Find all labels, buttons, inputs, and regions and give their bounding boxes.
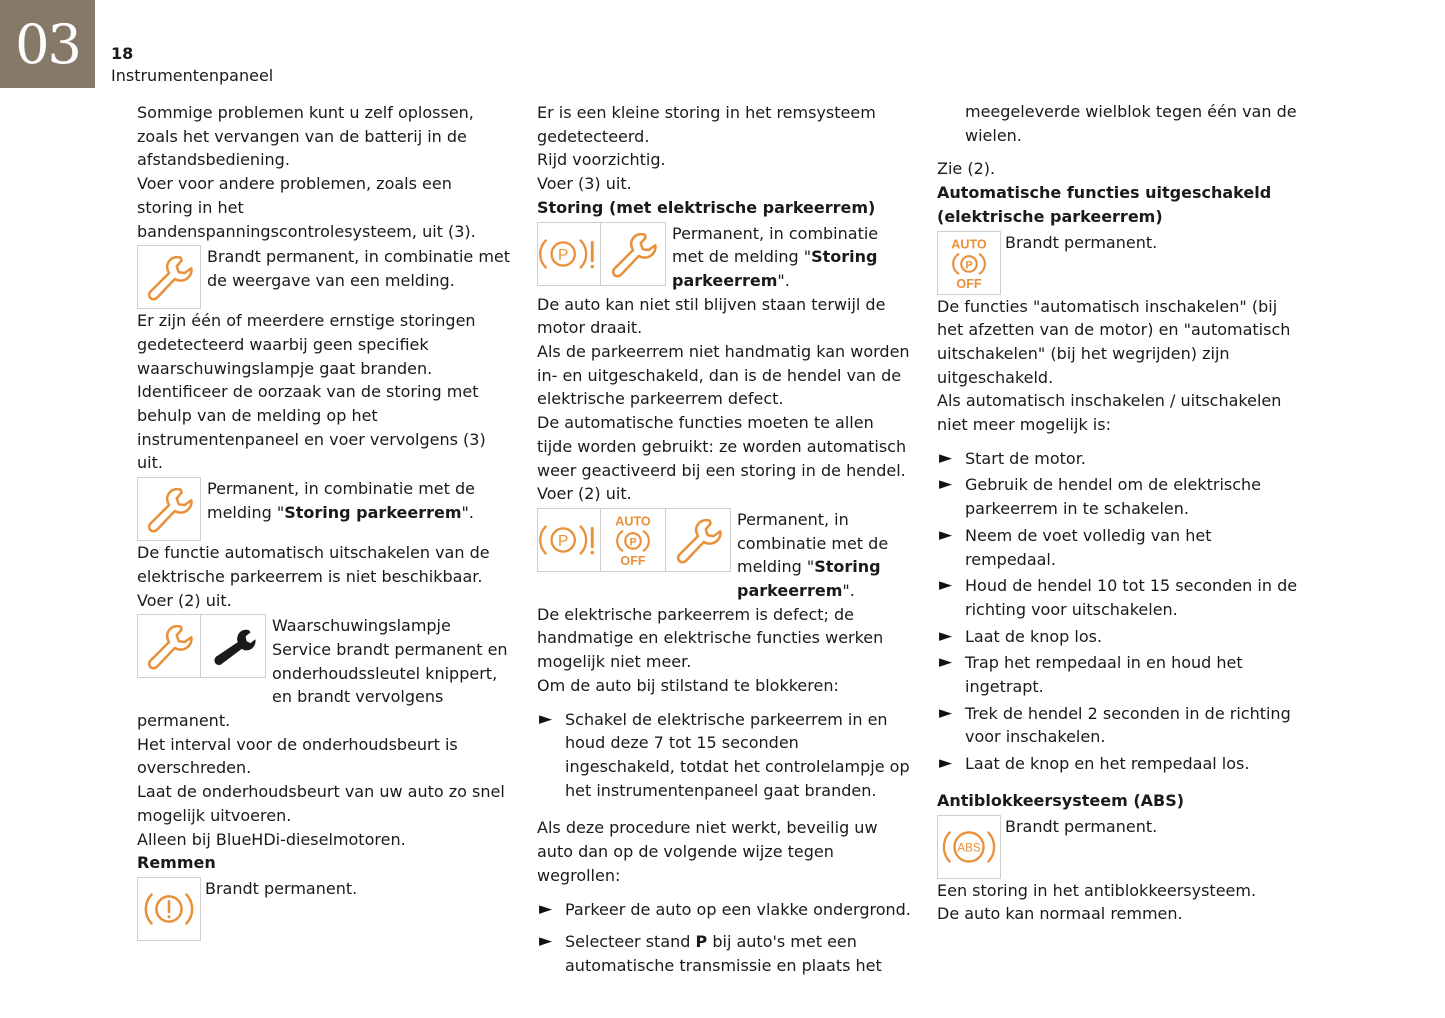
warning-light-row — [137, 614, 512, 709]
list-item — [937, 574, 1307, 621]
wrench-black-icon — [201, 614, 266, 678]
step-list — [537, 898, 912, 978]
warning-light-description — [737, 508, 912, 603]
bullet-arrow-icon: ► — [939, 575, 953, 596]
step-text: bij auto's met een automatische transmissie en plaats het — [565, 932, 882, 975]
warning-light-row — [537, 222, 912, 293]
list-item — [537, 930, 912, 977]
parking-brake-fault-icon — [537, 222, 601, 286]
warning-light-description: Waarschuwingslampje Service brandt permanent en onderhoudssleutel knippert, en brandt vervolgens — [272, 616, 508, 707]
step-text: Parkeer de auto op een vlakke ondergrond. — [565, 899, 911, 919]
list-item — [937, 651, 1307, 698]
text: Permanent, in combinatie met de melding " — [207, 479, 476, 522]
step-text: Houd de hendel 10 tot 15 seconden in de richting voor uitschakelen. — [965, 576, 1298, 619]
paragraph: Rijd voorzichtig. — [537, 150, 666, 170]
column-1 — [137, 101, 512, 941]
gear-position: P — [695, 932, 708, 952]
step-text: Start de motor. — [965, 448, 1086, 468]
list-item — [937, 625, 1307, 649]
bullet-arrow-icon: ► — [939, 753, 953, 774]
bullet-arrow-icon: ► — [539, 898, 553, 919]
subheading-remmen: Remmen — [137, 853, 216, 873]
paragraph: permanent. — [137, 711, 231, 731]
paragraph: Een storing in het antiblokkeersysteem. — [937, 880, 1257, 900]
paragraph: Als deze procedure niet werkt, beveilig uw auto dan op de volgende wijze tegen wegrollen: — [537, 818, 878, 885]
paragraph: Laat de onderhoudsbeurt van uw auto zo snel mogelijk uitvoeren. — [137, 782, 505, 825]
list-item — [937, 524, 1307, 571]
warning-light-description — [672, 222, 912, 293]
wrench-orange-icon — [137, 477, 201, 541]
brake-warning-icon — [137, 877, 201, 941]
paragraph: Voer (3) uit. — [537, 174, 632, 194]
paragraph: Voer (2) uit. — [137, 590, 232, 610]
list-item — [937, 473, 1307, 520]
paragraph: Sommige problemen kunt u zelf oplossen, zoals het vervangen van de batterij in de afstandsbediening. — [137, 103, 474, 170]
warning-light-description: Brandt permanent. — [1005, 232, 1158, 252]
message-name: Storing parkeerrem — [672, 247, 878, 290]
auto-off-parking-icon — [601, 508, 666, 572]
list-item — [537, 898, 912, 922]
warning-light-row — [137, 245, 512, 309]
list-item — [937, 752, 1307, 776]
step-text: Neem de voet volledig van het rempedaal. — [965, 525, 1212, 569]
step-text: Gebruik de hendel om de elektrische parkeerrem in te schakelen. — [965, 475, 1262, 519]
subheading-abs: Antiblokkeersysteem (ABS) — [937, 790, 1185, 810]
text: ". — [842, 581, 855, 601]
message-name: Storing parkeerrem — [284, 502, 462, 522]
warning-light-row — [937, 231, 1307, 295]
paragraph: Zie (2). — [937, 159, 996, 179]
warning-light-row — [137, 877, 512, 941]
auto-off-parking-icon — [937, 231, 1001, 295]
bullet-arrow-icon: ► — [539, 931, 553, 952]
text: ". — [461, 502, 474, 522]
paragraph: De automatische functies moeten te allen tijde worden gebruikt: ze worden automatisch weer geactiveerd bij een storing in de hendel. — [537, 413, 907, 480]
warning-light-description: Brandt permanent. — [1005, 816, 1158, 836]
text: Permanent, in combinatie met de melding " — [737, 509, 889, 577]
wrench-orange-icon — [666, 508, 731, 572]
bullet-arrow-icon: ► — [939, 474, 953, 495]
step-text: Laat de knop en het rempedaal los. — [965, 754, 1250, 774]
paragraph: De functie automatisch uitschakelen van de elektrische parkeerrem is niet beschikbaar. — [137, 543, 490, 586]
step-text: Schakel de elektrische parkeerrem in en houd deze 7 tot 15 seconden ingeschakeld, totdat het controlelampje op het instrumentenpaneel gaat branden. — [565, 709, 910, 800]
paragraph: Als automatisch inschakelen / uitschakelen niet meer mogelijk is: — [937, 391, 1282, 435]
warning-light-row — [137, 477, 512, 541]
paragraph: De elektrische parkeerrem is defect; de handmatige en elektrische functies werken mogelijk niet meer. — [537, 604, 884, 672]
paragraph: Voer voor andere problemen, zoals een storing in het bandenspanningscontrolesysteem, uit (3). — [137, 174, 476, 241]
wrench-orange-icon — [137, 614, 201, 678]
warning-light-description: Brandt permanent. — [205, 878, 358, 898]
warning-light-row — [537, 508, 912, 603]
step-text: Trap het rempedaal in en houd het ingetrapt. — [965, 653, 1243, 697]
text: Permanent, in combinatie met de melding " — [672, 223, 879, 267]
wrench-orange-icon — [137, 245, 201, 309]
wrench-orange-icon — [601, 222, 666, 286]
paragraph: Identificeer de oorzaak van de storing met behulp van de melding op het instrumentenpaneel en voer vervolgens (3) uit. — [137, 382, 486, 473]
bullet-arrow-icon: ► — [939, 652, 953, 673]
subheading-storing: Storing (met elektrische parkeerrem) — [537, 197, 876, 217]
bullet-arrow-icon: ► — [939, 524, 953, 545]
column-2 — [537, 101, 912, 982]
bullet-arrow-icon: ► — [539, 708, 553, 729]
message-name: Storing parkeerrem — [737, 557, 881, 601]
paragraph: De auto kan niet stil blijven staan terwijl de motor draait. — [537, 294, 886, 338]
step-text: Selecteer stand — [565, 932, 696, 952]
list-item — [937, 447, 1307, 471]
section-title: Instrumentenpaneel — [111, 66, 274, 85]
warning-light-description — [207, 477, 512, 524]
list-item — [537, 708, 912, 803]
paragraph-continued: meegeleverde wielblok tegen één van de wielen. — [965, 102, 1297, 145]
paragraph: Als de parkeerrem niet handmatig kan worden in- en uitgeschakeld, dan is de hendel van de elektrische parkeerrem defect. — [537, 342, 910, 409]
subheading-auto-functions: Automatische functies uitgeschakeld (elektrische parkeerrem) — [937, 183, 1272, 226]
paragraph: De functies "automatisch inschakelen" (bij het afzetten van de motor) en "automatisch uitschakelen" (bij het wegrijden) zijn uitgeschakeld. — [937, 296, 1291, 387]
abs-warning-icon — [937, 815, 1001, 879]
step-text: Trek de hendel 2 seconden in de richting voor inschakelen. — [965, 703, 1291, 747]
chapter-number-badge: 03 — [0, 0, 95, 88]
paragraph: Het interval voor de onderhoudsbeurt is overschreden. — [137, 734, 458, 778]
paragraph: Alleen bij BlueHDi-dieselmotoren. — [137, 829, 406, 849]
parking-brake-fault-icon — [537, 508, 601, 572]
column-3 — [937, 100, 1307, 926]
step-text: Laat de knop los. — [965, 626, 1103, 646]
paragraph: Er is een kleine storing in het remsysteem gedetecteerd. — [537, 103, 876, 146]
text: ". — [777, 270, 790, 290]
warning-light-row — [937, 815, 1307, 879]
paragraph: Voer (2) uit. — [537, 484, 632, 504]
step-list — [937, 447, 1307, 776]
bullet-arrow-icon: ► — [939, 447, 953, 468]
paragraph: De auto kan normaal remmen. — [937, 904, 1183, 924]
bullet-arrow-icon: ► — [939, 702, 953, 723]
paragraph: Om de auto bij stilstand te blokkeren: — [537, 675, 839, 695]
step-list — [537, 708, 912, 803]
list-item — [937, 702, 1307, 749]
paragraph: Er zijn één of meerdere ernstige storingen gedetecteerd waarbij geen specifiek waarschuwingslampje gaat branden. — [137, 311, 476, 378]
page-number: 18 — [111, 44, 134, 63]
bullet-arrow-icon: ► — [939, 625, 953, 646]
warning-light-description: Brandt permanent, in combinatie met de weergave van een melding. — [207, 247, 511, 290]
